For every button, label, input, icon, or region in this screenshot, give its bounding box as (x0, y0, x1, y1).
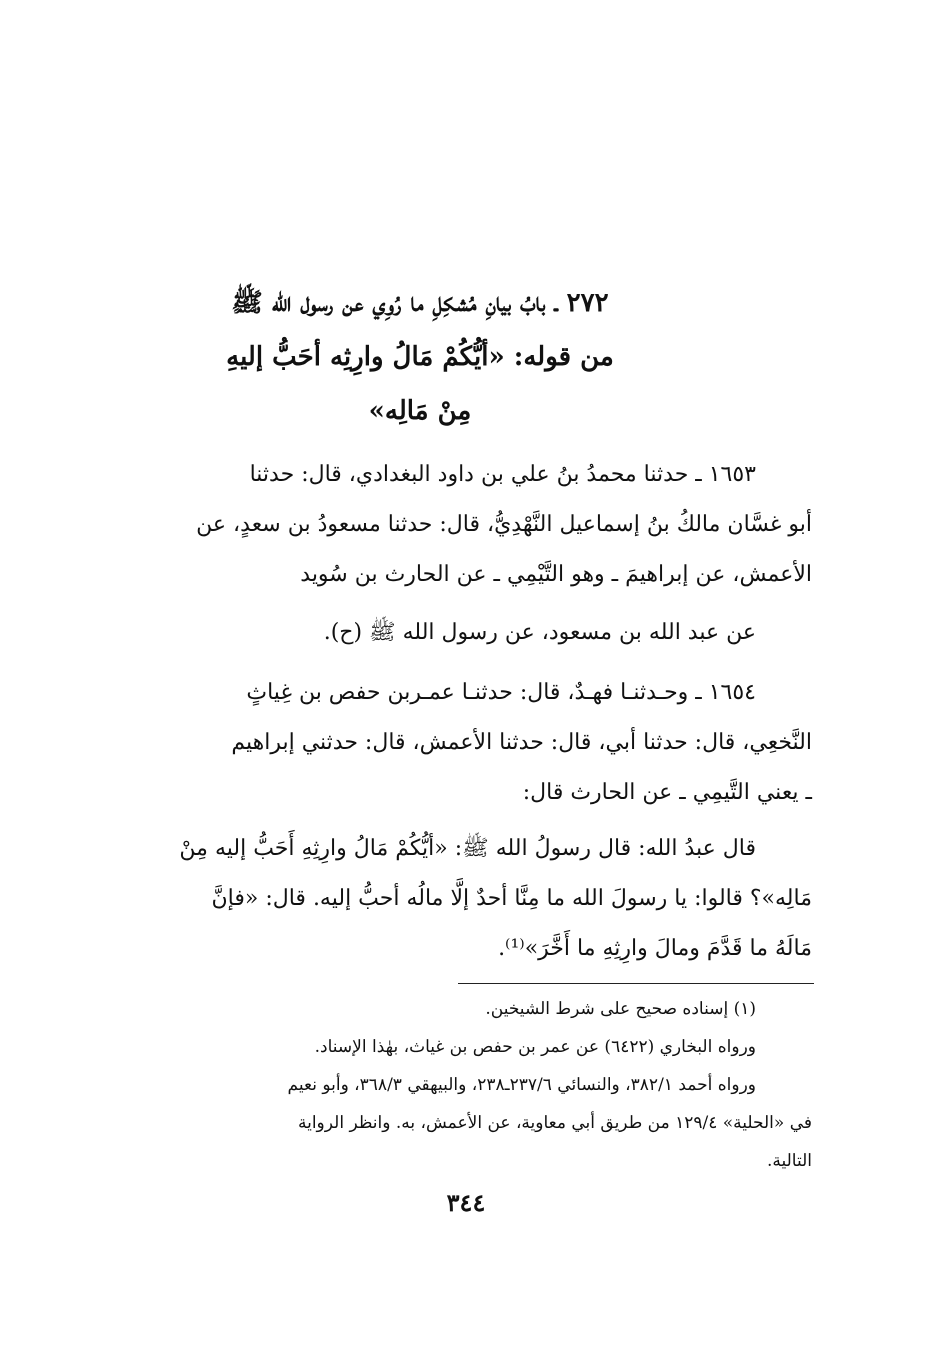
text-line: أبو غسَّان مالكُ بنُ إسماعيل النَّهْدِيُّ، قال: حدثنا مسعودُ بن سعدٍ، عن (196, 512, 812, 537)
hadith-1653 (100, 450, 812, 600)
chapter-heading-line-3: مِنْ مَالِه» (368, 396, 472, 426)
footnote-line: التالية. (766, 1151, 812, 1171)
text-line: مَالِه»؟ قالوا: يا رسولَ الله ما مِنَّا أحدٌ إلَّا مالُه أحبُّ إليه. قال: «فإنَّ (211, 886, 812, 911)
page-number: ٣٤٤ (446, 1188, 486, 1217)
text-line: مَالَهُ ما قَدَّمَ ومالَ وارِثِهِ ما أَخَّرَ»⁽¹⁾. (498, 936, 812, 961)
footnote-divider (458, 983, 814, 984)
footnotes (100, 990, 812, 1180)
footnote-line: ورواه البخاري (٦٤٢٢) عن عمر بن حفص بن غياث، بهٰذا الإسناد. (314, 1037, 756, 1057)
text-line: الأعمش، عن إبراهيمَ ـ وهو التَّيْمِي ـ عن الحارث بن سُويد (300, 562, 812, 587)
text-line: ١٦٥٣ ـ حدثنا محمدُ بنُ علي بن داود البغدادي، قال: حدثنا (249, 462, 756, 487)
text-line: النَّخعِي، قال: حدثنا أبي، قال: حدثنا الأعمش، قال: حدثني إبراهيم (231, 730, 812, 755)
footnote-line: (١) إسناده صحيح على شرط الشيخين. (485, 999, 756, 1019)
chapter-heading-line-1: ٢٧٢ ـ بابُ بيانِ مُشكِلِ ما رُوِي عن رسول الله ﷺ (231, 288, 609, 318)
hadith-1653-continuation (100, 608, 812, 658)
text-line: ١٦٥٤ ـ وحـدثنـا فهـدٌ، قال: حدثنـا عمـربن حفص بن غِياثٍ (246, 680, 756, 705)
hadith-text (100, 824, 812, 974)
hadith-1654 (100, 668, 812, 818)
text-line: قال عبدُ الله: قال رسولُ الله ﷺ: «أيُّكُمْ مَالُ وارِثِهِ أَحَبُّ إليه مِنْ (179, 836, 756, 861)
chapter-heading-line-2: من قوله: «أيُّكُمْ مَالُ وارِثِه أحَبُّ إليهِ (226, 342, 614, 372)
footnote-line: في «الحلية» ١٢٩/٤ من طريق أبي معاوية، عن الأعمش، به. وانظر الرواية (297, 1113, 812, 1133)
footnote-line: ورواه أحمد ٣٨٢/١، والنسائي ٢٣٧/٦ـ٢٣٨، والبيهقي ٣٦٨/٣، وأبو نعيم (287, 1075, 756, 1095)
text-line: عن عبد الله بن مسعود، عن رسول الله ﷺ (ح). (323, 620, 756, 645)
text-line: ـ يعني التَّيمِي ـ عن الحارث قال: (522, 780, 812, 805)
